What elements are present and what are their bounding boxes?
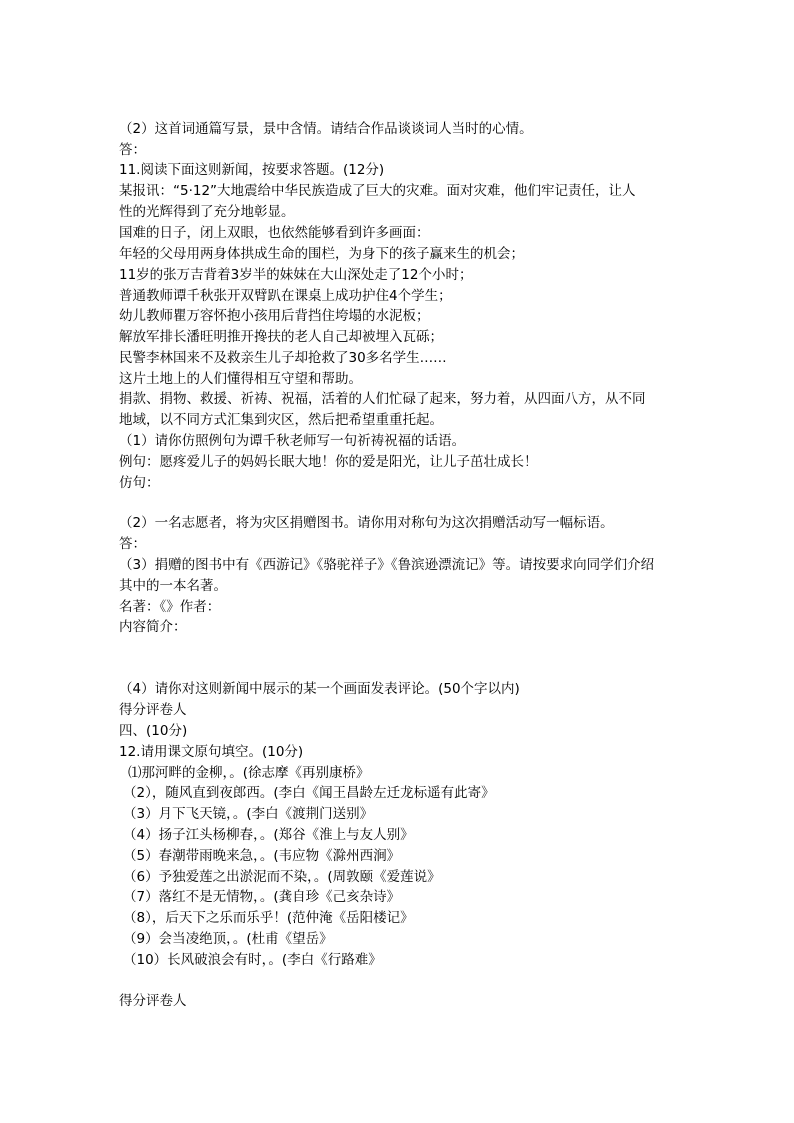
fill-blank-item: （8），后天下之乐而乐乎！(范仲淹《岳阳楼记》 bbox=[123, 910, 414, 926]
news-paragraph-line: 性的光辉得到了充分地彰显。 bbox=[119, 204, 295, 220]
fill-blank-item: （10）长风破浪会有时，。(李白《行路难》 bbox=[123, 952, 382, 968]
news-paragraph-line: 普通教师谭千秋张开双臂趴在课桌上成功护住4个学生； bbox=[119, 288, 452, 304]
news-paragraph-line: 民警李林国来不及救亲生儿子却抢救了30多名学生…… bbox=[119, 350, 447, 366]
section-four-title: 四、(10分) bbox=[119, 723, 188, 739]
news-paragraph-line: 幼儿教师瞿万容怀抱小孩用后背挡住垮塌的水泥板； bbox=[119, 308, 430, 324]
book-author-label: 名著：《》作者： bbox=[119, 599, 221, 615]
news-paragraph-line: 这片土地上的人们懂得相互守望和帮助。 bbox=[119, 371, 362, 387]
question-11-3: （3）捐赠的图书中有《西游记》《骆驼祥子》《鲁滨逊漂流记》等。请按要求向同学们介绍 bbox=[119, 557, 655, 573]
news-paragraph-line: 解放军排长潘旺明推开搀扶的老人自己却被埋入瓦砾； bbox=[119, 329, 443, 345]
news-paragraph-line: 国难的日子，闭上双眼，也依然能够看到许多画面： bbox=[119, 225, 430, 241]
score-grader-label: 得分评卷人 bbox=[119, 993, 187, 1009]
summary-label: 内容简介： bbox=[119, 619, 187, 635]
news-paragraph-line: 地域，以不同方式汇集到灾区，然后把希望重重托起。 bbox=[119, 412, 443, 428]
news-paragraph-line: 捐款、捐物、救援、祈祷、祝福，活着的人们忙碌了起来，努力着，从四面八方，从不同 bbox=[119, 391, 646, 407]
fill-blank-item: （9）会当凌绝顶，。(杜甫《望岳》 bbox=[123, 931, 333, 947]
score-grader-label: 得分评卷人 bbox=[119, 702, 187, 718]
question-10-2: （2）这首词通篇写景，景中含情。请结合作品谈谈词人当时的心情。 bbox=[119, 121, 533, 137]
question-11-1: （1）请你仿照例句为谭千秋老师写一句祈祷祝福的话语。 bbox=[119, 433, 466, 449]
answer-label: 答： bbox=[119, 142, 146, 158]
news-paragraph-line: 年轻的父母用两身体拱成生命的围栏，为身下的孩子赢来生的机会； bbox=[119, 246, 524, 262]
fill-blank-item: ⑴那河畔的金柳，。(徐志摩《再别康桥》 bbox=[128, 765, 370, 781]
fill-blank-item: （5）春潮带雨晚来急，。(韦应物《滁州西涧》 bbox=[123, 848, 401, 864]
news-paragraph-line: 某报讯：“5·12”大地震给中华民族造成了巨大的灾难。面对灾难，他们牢记责任，让人 bbox=[119, 183, 636, 199]
imitation-label: 仿句： bbox=[119, 475, 160, 491]
question-12-title: 12.请用课文原句填空。(10分) bbox=[119, 744, 304, 760]
fill-blank-item: （4）扬子江头杨柳春，。(郑谷《淮上与友人别》 bbox=[123, 827, 414, 843]
fill-blank-item: （3）月下飞天镜，。(李白《渡荆门送别》 bbox=[123, 806, 374, 822]
example-sentence: 例句：愿疼爱儿子的妈妈长眠大地！你的爱是阳光，让儿子茁壮成长！ bbox=[119, 454, 538, 470]
answer-label: 答： bbox=[119, 536, 146, 552]
question-11-title: 11.阅读下面这则新闻，按要求答题。(12分) bbox=[119, 162, 385, 178]
fill-blank-item: （2），随风直到夜郎西。(李白《闻王昌龄左迁龙标遥有此寄》 bbox=[123, 785, 495, 801]
question-11-2: （2）一名志愿者，将为灾区捐赠图书。请你用对称句为这次捐赠活动写一幅标语。 bbox=[119, 515, 614, 531]
fill-blank-item: （7）落红不是无情物，。(龚自珍《己亥杂诗》 bbox=[123, 889, 401, 905]
question-11-4: （4）请你对这则新闻中展示的某一个画面发表评论。(50个字以内) bbox=[119, 681, 520, 697]
news-paragraph-line: 11岁的张万吉背着3岁半的妹妹在大山深处走了12个小时； bbox=[119, 267, 473, 283]
fill-blank-item: （6）予独爱莲之出淤泥而不染，。(周敦颐《爱莲说》 bbox=[123, 869, 441, 885]
question-11-3-cont: 其中的一本名著。 bbox=[119, 578, 227, 594]
